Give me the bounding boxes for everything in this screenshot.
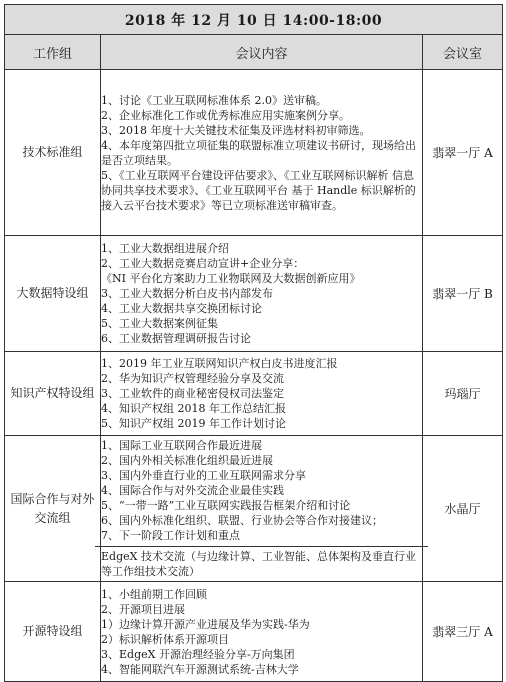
content-line: 2、工业大数据竞赛启动宣讲+企业分享： — [101, 257, 305, 270]
row-room: 玛瑙厅 — [423, 352, 503, 436]
table-row — [5, 582, 503, 682]
content-divider — [95, 546, 428, 547]
content-line: 6、国内外标准化组织、联盟、行业协会等合作对接建议； — [101, 514, 383, 527]
content-line: 5、“一带一路”工业互联网实践报告框架介绍和讨论 — [101, 499, 351, 512]
content-line: 1、小组前期工作回顾 — [101, 587, 207, 601]
content-line: 1、2019 年工业互联网知识产权白皮书进度汇报 — [101, 357, 338, 370]
content-line: 3、EdgeX 开源治理经验分享-万向集团 — [101, 647, 295, 661]
content-line: 5、知识产权组 2019 年工作计划讨论 — [101, 417, 286, 430]
content-line: 4、智能网联汽车开源测试系统-吉林大学 — [101, 662, 299, 676]
header-row — [5, 35, 503, 70]
row-room: 翡翠一厅 B — [423, 236, 503, 352]
content-line: 2、国内外相关标准化组织最近进展 — [101, 454, 273, 467]
content-line: 《NI 平台化方案助力工业物联网及大数据创新应用》 — [101, 272, 361, 285]
table-row — [5, 236, 503, 352]
row-room: 翡翠一厅 A — [423, 70, 503, 236]
content-line: 1）边缘计算开源产业进展及华为实践-华为 — [101, 617, 310, 631]
row-content — [101, 70, 423, 236]
schedule-table — [4, 4, 503, 682]
title-row — [5, 5, 503, 35]
content-line: 4、知识产权组 2018 年工作总结汇报 — [101, 402, 286, 415]
row-content — [101, 352, 423, 436]
content-line: 2、开源项目进展 — [101, 602, 185, 616]
content-line: 1、工业大数据组进展介绍 — [101, 242, 229, 255]
table-row — [5, 70, 503, 236]
row-group: 技术标准组 — [5, 70, 101, 236]
row-content — [101, 582, 423, 682]
content-line: 2）标识解析体系开源项目 — [101, 632, 229, 646]
content-line: 1、讨论《工业互联网标准体系 2.0》送审稿。 — [101, 93, 327, 107]
content-line: 2、企业标准化工作或优秀标准应用实施案例分享。 — [101, 108, 350, 122]
content-line: 3、2018 年度十大关键技术征集及评选材料初审筛选。 — [101, 123, 371, 137]
row-group: 大数据特设组 — [5, 236, 101, 352]
content-line: 5、《工业互联网平台建设评估要求》、《工业互联网标识解析 信息协同共享技术要求》、《工业互联网平台 基于 Handle 标识解析的接入云平台技术要求》等已立项标准送审稿审查。 — [101, 168, 416, 212]
table-row — [5, 352, 503, 436]
row-content — [101, 236, 423, 352]
content-line: 3、工业软件的商业秘密侵权司法鉴定 — [101, 387, 284, 400]
table-row — [5, 436, 503, 582]
row-room: 翡翠三厅 A — [423, 582, 503, 682]
content-line: 3、工业大数据分析白皮书内部发布 — [101, 287, 273, 300]
content-line: 4、本年度第四批立项征集的联盟标准立项建议书研讨，现场给出是否立项结果。 — [101, 138, 416, 167]
content-line: 7、下一阶段工作计划和重点 — [101, 529, 240, 542]
row-room: 水晶厅 — [423, 436, 503, 582]
content-line: 3、国内外垂直行业的工业互联网需求分享 — [101, 469, 306, 482]
content-line: 5、工业大数据案例征集 — [101, 317, 218, 330]
row-content — [101, 436, 423, 582]
content-line: 4、国际合作与对外交流企业最佳实践 — [101, 484, 284, 497]
row-group: 知识产权特设组 — [5, 352, 101, 436]
content-line: 4、工业大数据共享交换团标讨论 — [101, 302, 262, 315]
header-room: 会议室 — [423, 35, 503, 70]
row-group: 国际合作与对外交流组 — [5, 436, 101, 582]
schedule-title: 2018 年 12 月 10 日 14:00-18:00 — [5, 5, 503, 35]
header-group: 工作组 — [5, 35, 101, 70]
content-line: 6、工业数据管理调研报告讨论 — [101, 332, 251, 345]
content-line: 2、华为知识产权管理经验分享及交流 — [101, 372, 284, 385]
content-line-extra: EdgeX 技术交流（与边缘计算、工业智能、总体架构及垂直行业等工作组技术交流） — [101, 550, 416, 578]
header-content: 会议内容 — [101, 35, 423, 70]
row-group: 开源特设组 — [5, 582, 101, 682]
content-line: 1、国际工业互联网合作最近进展 — [101, 439, 262, 452]
